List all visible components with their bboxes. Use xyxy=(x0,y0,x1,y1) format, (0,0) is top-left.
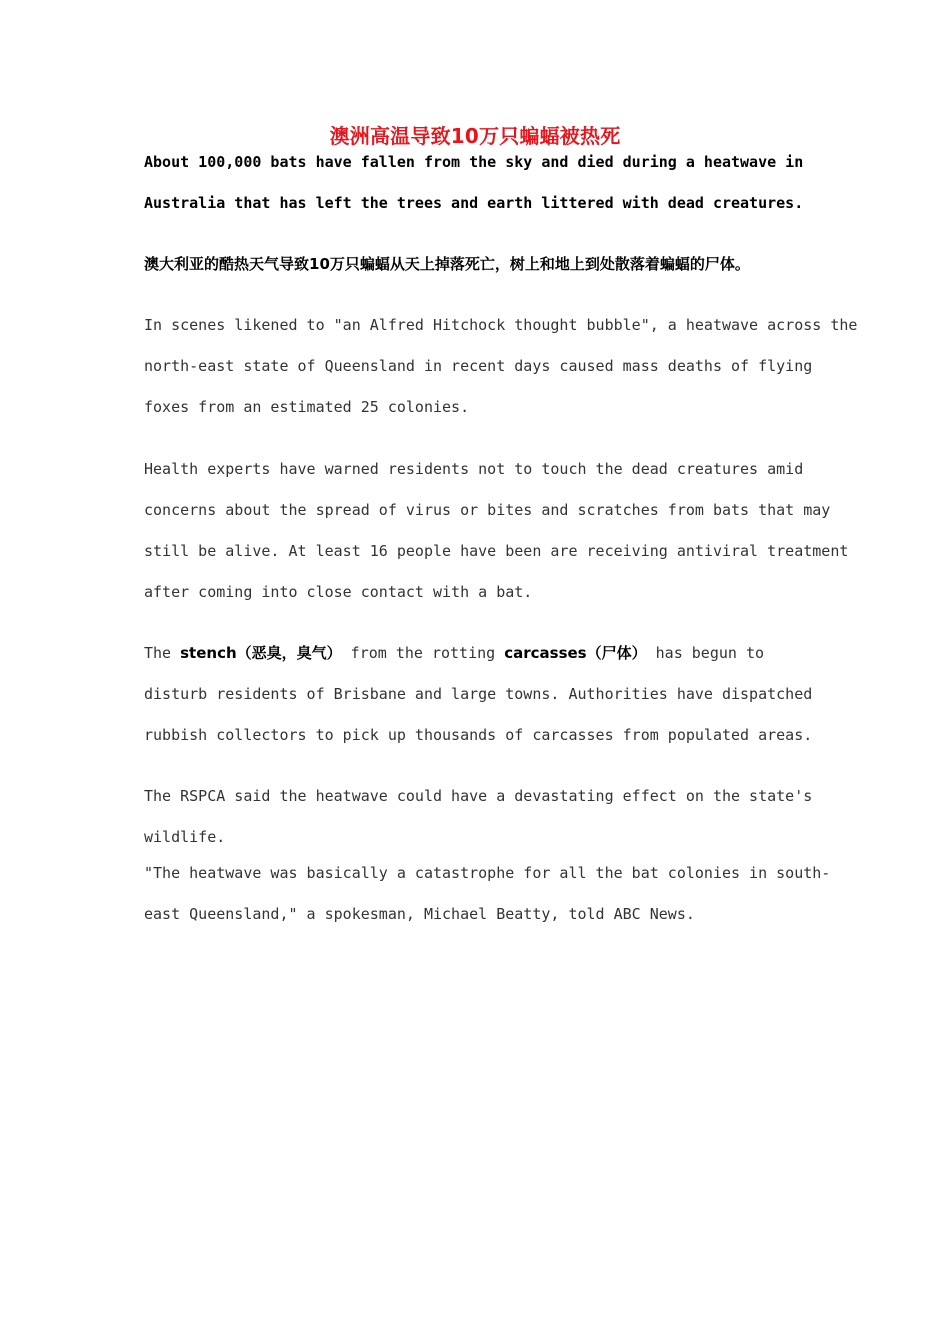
intro-line-1: About 100,000 bats have fallen from the sky and died during a heatwave in xyxy=(144,153,804,171)
paragraph-2-line-4: after coming into close contact with a bat. xyxy=(144,583,533,601)
paragraph-2 xyxy=(144,459,849,623)
vocab-carcasses: carcasses（尸体） xyxy=(504,644,647,662)
paragraph-5-line-1: "The heatwave was basically a catastrophe for all the bat colonies in south- xyxy=(144,864,831,882)
paragraph-3 xyxy=(144,643,824,766)
paragraph-3-line-1 xyxy=(144,643,824,684)
intro-line-2: Australia that has left the trees and earth littered with dead creatures. xyxy=(144,194,804,212)
article-title: 澳洲高温导致10万只蝙蝠被热死 xyxy=(329,124,621,148)
intro-chinese: 澳大利亚的酷热天气导致10万只蝙蝠从天上掉落死亡，树上和地上到处散落着蝙蝠的尸体。 xyxy=(144,255,750,273)
intro-english xyxy=(144,152,824,234)
paragraph-1-line-3: foxes from an estimated 25 colonies. xyxy=(144,398,470,416)
vocab-stench: stench（恶臭，臭气） xyxy=(180,644,342,662)
paragraph-5 xyxy=(144,863,831,945)
paragraph-4 xyxy=(144,786,824,863)
paragraph-4-line-2: wildlife. xyxy=(144,828,226,846)
paragraph-3-text-c: has begun to xyxy=(646,644,765,662)
paragraph-1-line-2: north-east state of Queensland in recent days caused mass deaths of flying xyxy=(144,357,813,375)
paragraph-2-line-2: concerns about the spread of virus or bites and scratches from bats that may xyxy=(144,501,831,519)
paragraph-1 xyxy=(144,315,858,438)
paragraph-3-line-2: disturb residents of Brisbane and large towns. Authorities have dispatched xyxy=(144,685,813,703)
paragraph-4-line-1: The RSPCA said the heatwave could have a devastating effect on the state's xyxy=(144,787,813,805)
paragraph-2-line-3: still be alive. At least 16 people have been are receiving antiviral treatment xyxy=(144,542,849,560)
paragraph-3-line-3: rubbish collectors to pick up thousands of carcasses from populated areas. xyxy=(144,726,813,744)
paragraph-3-text-b: from the rotting xyxy=(341,644,505,662)
paragraph-3-text-a: The xyxy=(144,644,181,662)
paragraph-5-line-2: east Queensland," a spokesman, Michael Beatty, told ABC News. xyxy=(144,905,695,923)
paragraph-1-line-1: In scenes likened to "an Alfred Hitchock thought bubble", a heatwave across the xyxy=(144,316,858,334)
paragraph-2-line-1: Health experts have warned residents not to touch the dead creatures amid xyxy=(144,460,804,478)
